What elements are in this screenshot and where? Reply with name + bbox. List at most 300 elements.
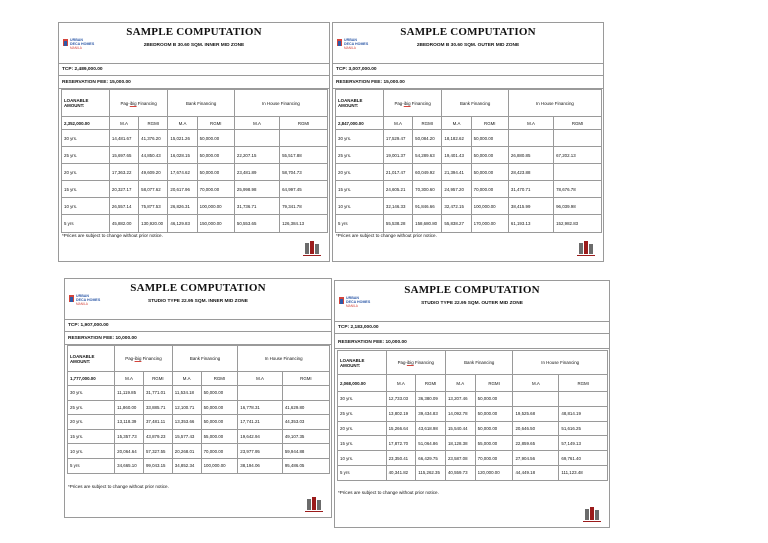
ma-value-cell: 15,697.65 bbox=[109, 147, 138, 164]
rgmi-value-cell bbox=[280, 130, 328, 147]
table-subheader-row bbox=[336, 117, 602, 130]
term-cell: 5 yrs bbox=[338, 465, 387, 480]
rgmi-value-cell: 41,629.80 bbox=[282, 400, 329, 415]
term-cell: 10 yrs. bbox=[62, 198, 110, 215]
rgmi-value-cell: 60,049.92 bbox=[413, 164, 442, 181]
tcp-line: TCP: 3,007,000.00 bbox=[333, 63, 603, 76]
ma-value-cell: 19,642.94 bbox=[238, 429, 283, 444]
rgmi-value-cell: 57,327.55 bbox=[143, 444, 172, 459]
table-row bbox=[338, 465, 608, 480]
rgmi-value-cell: 70,000.00 bbox=[197, 181, 234, 198]
seal-bar-icon bbox=[583, 521, 601, 522]
pagibig-financing-header: Pag-ibig Financing bbox=[386, 351, 445, 375]
rgmi-value-cell: 51,064.86 bbox=[416, 436, 446, 451]
logo-subtext: MANILA bbox=[346, 304, 358, 308]
ma-value-cell: 17,741.21 bbox=[238, 415, 283, 430]
table-row bbox=[62, 215, 328, 232]
rgmi-value-cell: 130,920.00 bbox=[139, 215, 168, 232]
rgmi-column-header: RGMI bbox=[139, 117, 168, 130]
ma-value-cell: 32,146.33 bbox=[383, 198, 412, 215]
tcp-line: TCP: 1,907,000.00 bbox=[65, 319, 331, 332]
rgmi-value-cell bbox=[559, 392, 608, 407]
rgmi-value-cell: 150,000.00 bbox=[197, 215, 234, 232]
loanable-amount-label: LOANABLE AMOUNT: bbox=[68, 346, 115, 372]
ma-value-cell: 40,341.82 bbox=[386, 465, 416, 480]
price-disclaimer-note: *Prices are subject to change without prior notice. bbox=[68, 484, 169, 489]
seal-bar-icon bbox=[307, 499, 311, 510]
table-row bbox=[68, 429, 330, 444]
ma-value-cell: 13,353.66 bbox=[172, 415, 201, 430]
rgmi-value-cell: 70,000.00 bbox=[475, 451, 513, 466]
rgmi-value-cell: 41,376.20 bbox=[139, 130, 168, 147]
ma-value-cell: 21,017.47 bbox=[383, 164, 412, 181]
rgmi-value-cell: 31,771.01 bbox=[143, 386, 172, 401]
ma-column-header: M.A bbox=[442, 117, 471, 130]
seal-bar-icon bbox=[312, 497, 316, 510]
computation-sheet bbox=[64, 278, 332, 518]
pagibig-financing-header: Pag-ibig Financing bbox=[109, 90, 168, 117]
financing-table bbox=[67, 345, 330, 474]
rgmi-value-cell: 170,000.00 bbox=[471, 215, 508, 232]
term-cell: 25 yrs. bbox=[338, 406, 387, 421]
rgmi-value-cell: 54,289.63 bbox=[413, 147, 442, 164]
ma-value-cell: 21,394.41 bbox=[442, 164, 471, 181]
table-row bbox=[336, 198, 602, 215]
ma-value-cell: 16,028.15 bbox=[168, 147, 197, 164]
table-header-row bbox=[62, 90, 328, 117]
rgmi-value-cell: 115,262.35 bbox=[416, 465, 446, 480]
table-row bbox=[338, 436, 608, 451]
ma-value-cell bbox=[238, 386, 283, 401]
ma-value-cell: 12,100.71 bbox=[172, 400, 201, 415]
ma-value-cell: 19,401.43 bbox=[442, 147, 471, 164]
seal-bar-icon bbox=[305, 243, 309, 254]
seal-bar-icon bbox=[305, 511, 323, 512]
ma-value-cell bbox=[234, 130, 279, 147]
ma-value-cell: 15,577.43 bbox=[172, 429, 201, 444]
sheet-header bbox=[65, 279, 331, 320]
rgmi-value-cell: 100,000.00 bbox=[197, 198, 234, 215]
price-disclaimer-note: *Prices are subject to change without prior notice. bbox=[336, 233, 437, 238]
rgmi-value-cell: 158,680.80 bbox=[413, 215, 442, 232]
ma-value-cell: 28,423.88 bbox=[508, 164, 553, 181]
rgmi-value-cell: 55,000.00 bbox=[201, 429, 238, 444]
ma-value-cell: 22,207.15 bbox=[234, 147, 279, 164]
seal-bar-icon bbox=[577, 255, 595, 256]
logo-text: URBAN DECA HOMES bbox=[344, 38, 369, 46]
company-seal-icon bbox=[577, 241, 595, 257]
term-cell: 10 yrs. bbox=[338, 451, 387, 466]
ma-value-cell: 15,540.44 bbox=[445, 421, 475, 436]
ma-value-cell: 24,605.21 bbox=[383, 181, 412, 198]
rgmi-value-cell: 55,517.88 bbox=[280, 147, 328, 164]
rgmi-value-cell: 50,000.00 bbox=[475, 406, 513, 421]
ma-value-cell: 55,838.27 bbox=[442, 215, 471, 232]
ma-value-cell: 23,350.41 bbox=[386, 451, 416, 466]
loanable-amount-value: 2,352,000.00 bbox=[62, 117, 110, 130]
ma-column-header: M.A bbox=[383, 117, 412, 130]
unit-type-subtitle: STUDIO TYPE 22.95 SQM. INNER MID ZONE bbox=[148, 299, 248, 304]
reservation-fee-line: RESERVATION FEE: 10,000.00 bbox=[335, 336, 609, 349]
rgmi-value-cell: 66,429.75 bbox=[416, 451, 446, 466]
ma-value-cell: 22,859.65 bbox=[513, 436, 559, 451]
rgmi-value-cell: 95,486.05 bbox=[282, 458, 329, 473]
table-row bbox=[62, 130, 328, 147]
rgmi-value-cell: 57,149.13 bbox=[559, 436, 608, 451]
ma-value-cell: 20,617.96 bbox=[168, 181, 197, 198]
logo-subtext: MANILA bbox=[70, 46, 82, 50]
rgmi-value-cell: 50,084.20 bbox=[413, 130, 442, 147]
term-cell: 30 yrs. bbox=[336, 130, 384, 147]
ma-value-cell: 11,534.18 bbox=[172, 386, 201, 401]
rgmi-column-header: RGMI bbox=[280, 117, 328, 130]
term-cell: 30 yrs. bbox=[338, 392, 387, 407]
ma-column-header: M.A bbox=[234, 117, 279, 130]
table-row bbox=[336, 130, 602, 147]
ma-value-cell: 14,481.67 bbox=[109, 130, 138, 147]
rgmi-value-cell: 69,761.40 bbox=[559, 451, 608, 466]
company-seal-icon bbox=[583, 507, 601, 523]
rgmi-value-cell: 70,000.00 bbox=[201, 444, 238, 459]
rgmi-value-cell: 50,000.00 bbox=[471, 130, 508, 147]
rgmi-column-header: RGMI bbox=[201, 372, 238, 386]
table-row bbox=[338, 451, 608, 466]
table-row bbox=[62, 198, 328, 215]
term-cell: 15 yrs. bbox=[62, 181, 110, 198]
rgmi-value-cell bbox=[282, 386, 329, 401]
rgmi-value-cell: 58,077.62 bbox=[139, 181, 168, 198]
table-row bbox=[62, 164, 328, 181]
ma-value-cell: 26,557.14 bbox=[109, 198, 138, 215]
ma-value-cell: 45,882.00 bbox=[109, 215, 138, 232]
ma-value-cell: 27,904.56 bbox=[513, 451, 559, 466]
ma-value-cell: 15,266.64 bbox=[386, 421, 416, 436]
loanable-amount-label: LOANABLE AMOUNT: bbox=[62, 90, 110, 117]
rgmi-value-cell bbox=[554, 164, 602, 181]
loanable-amount-label: LOANABLE AMOUNT: bbox=[336, 90, 384, 117]
ma-value-cell: 31,470.71 bbox=[508, 181, 553, 198]
rgmi-value-cell: 99,043.15 bbox=[143, 458, 172, 473]
logo-text: URBAN DECA HOMES bbox=[70, 38, 95, 46]
loanable-amount-value: 2,068,000.00 bbox=[338, 375, 387, 392]
ma-value-cell: 34,665.10 bbox=[115, 458, 144, 473]
ma-value-cell: 38,415.99 bbox=[508, 198, 553, 215]
table-subheader-row bbox=[338, 375, 608, 392]
table-row bbox=[338, 421, 608, 436]
rgmi-value-cell: 36,380.09 bbox=[416, 392, 446, 407]
table-row bbox=[62, 147, 328, 164]
ma-column-header: M.A bbox=[513, 375, 559, 392]
rgmi-value-cell: 43,618.98 bbox=[416, 421, 446, 436]
seal-bar-icon bbox=[315, 244, 319, 254]
rgmi-value-cell: 50,000.00 bbox=[197, 130, 234, 147]
company-seal-icon bbox=[303, 241, 321, 257]
table-header-row bbox=[336, 90, 602, 117]
ma-value-cell: 38,194.06 bbox=[238, 458, 283, 473]
seal-bar-icon bbox=[590, 507, 594, 520]
computation-sheet bbox=[58, 22, 330, 262]
ma-value-cell: 13,802.19 bbox=[386, 406, 416, 421]
price-disclaimer-note: *Prices are subject to change without prior notice. bbox=[62, 233, 163, 238]
rgmi-value-cell: 51,616.25 bbox=[559, 421, 608, 436]
ma-value-cell: 46,129.83 bbox=[168, 215, 197, 232]
table-header-row bbox=[68, 346, 330, 372]
sheet-header bbox=[335, 281, 609, 322]
ma-value-cell: 61,193.13 bbox=[508, 215, 553, 232]
sheet-header bbox=[333, 23, 603, 64]
rgmi-value-cell: 50,000.00 bbox=[475, 392, 513, 407]
ma-value-cell: 20,064.64 bbox=[115, 444, 144, 459]
price-disclaimer-note: *Prices are subject to change without prior notice. bbox=[338, 490, 439, 495]
ma-column-header: M.A bbox=[115, 372, 144, 386]
table-row bbox=[338, 406, 608, 421]
table-row bbox=[336, 147, 602, 164]
rgmi-column-header: RGMI bbox=[475, 375, 513, 392]
table-row bbox=[336, 181, 602, 198]
ma-value-cell: 16,778.31 bbox=[238, 400, 283, 415]
sheet-title: SAMPLE COMPUTATION bbox=[404, 284, 540, 296]
seal-bar-icon bbox=[584, 241, 588, 254]
ma-value-cell: 19,525.68 bbox=[513, 406, 559, 421]
rgmi-value-cell bbox=[554, 130, 602, 147]
term-cell: 20 yrs. bbox=[62, 164, 110, 181]
rgmi-value-cell: 37,481.11 bbox=[143, 415, 172, 430]
ma-value-cell: 23,587.08 bbox=[445, 451, 475, 466]
ma-value-cell: 17,529.47 bbox=[383, 130, 412, 147]
term-cell: 5 yrs bbox=[336, 215, 384, 232]
ma-value-cell bbox=[508, 130, 553, 147]
rgmi-value-cell: 126,384.13 bbox=[280, 215, 328, 232]
unit-type-subtitle: 2BEDROOM B 30.60 SQM. OUTER MID ZONE bbox=[416, 43, 520, 48]
ma-value-cell: 11,860.00 bbox=[115, 400, 144, 415]
rgmi-column-header: RGMI bbox=[143, 372, 172, 386]
ma-value-cell bbox=[513, 392, 559, 407]
computation-sheet bbox=[334, 280, 610, 528]
seal-bar-icon bbox=[585, 509, 589, 520]
ma-value-cell: 13,118.39 bbox=[115, 415, 144, 430]
rgmi-value-cell: 100,000.00 bbox=[471, 198, 508, 215]
ma-value-cell: 24,957.20 bbox=[442, 181, 471, 198]
term-cell: 30 yrs. bbox=[68, 386, 115, 401]
bank-financing-header: Bank Financing bbox=[442, 90, 509, 117]
term-cell: 30 yrs. bbox=[62, 130, 110, 147]
term-cell: 10 yrs. bbox=[336, 198, 384, 215]
sheet-title: SAMPLE COMPUTATION bbox=[130, 282, 266, 294]
term-cell: 25 yrs. bbox=[68, 400, 115, 415]
rgmi-value-cell: 70,300.60 bbox=[413, 181, 442, 198]
rgmi-column-header: RGMI bbox=[554, 117, 602, 130]
rgmi-value-cell: 79,341.78 bbox=[280, 198, 328, 215]
ma-value-cell: 31,736.71 bbox=[234, 198, 279, 215]
seal-bar-icon bbox=[310, 241, 314, 254]
loanable-amount-value: 1,777,000.00 bbox=[68, 372, 115, 386]
pagibig-financing-header: Pag-ibig Financing bbox=[115, 346, 173, 372]
seal-bar-icon bbox=[303, 255, 321, 256]
in-house-financing-header: In House Financing bbox=[508, 90, 601, 117]
seal-bar-icon bbox=[579, 243, 583, 254]
loanable-amount-label: LOANABLE AMOUNT: bbox=[338, 351, 387, 375]
rgmi-value-cell: 75,877.53 bbox=[139, 198, 168, 215]
term-cell: 5 yrs bbox=[62, 215, 110, 232]
reservation-fee-line: RESERVATION FEE: 15,000.00 bbox=[333, 76, 603, 89]
reservation-fee-line: RESERVATION FEE: 10,000.00 bbox=[65, 332, 331, 345]
rgmi-value-cell: 70,000.00 bbox=[471, 181, 508, 198]
rgmi-value-cell: 44,850.43 bbox=[139, 147, 168, 164]
rgmi-value-cell: 50,000.00 bbox=[197, 147, 234, 164]
term-cell: 15 yrs. bbox=[68, 429, 115, 444]
rgmi-value-cell: 50,000.00 bbox=[471, 164, 508, 181]
tcp-line: TCP: 2,489,000.00 bbox=[59, 63, 329, 76]
tcp-line: TCP: 2,183,000.00 bbox=[335, 321, 609, 334]
unit-type-subtitle: 2BEDROOM B 30.60 SQM. INNER MID ZONE bbox=[143, 43, 245, 48]
ma-value-cell: 12,733.03 bbox=[386, 392, 416, 407]
logo-subtext: MANILA bbox=[344, 46, 356, 50]
rgmi-value-cell: 50,000.00 bbox=[197, 164, 234, 181]
ma-value-cell: 23,481.89 bbox=[234, 164, 279, 181]
ma-value-cell: 19,001.37 bbox=[383, 147, 412, 164]
ma-value-cell: 18,128.38 bbox=[445, 436, 475, 451]
ma-column-header: M.A bbox=[508, 117, 553, 130]
ma-column-header: M.A bbox=[238, 372, 283, 386]
ma-value-cell: 50,553.65 bbox=[234, 215, 279, 232]
rgmi-value-cell: 49,107.35 bbox=[282, 429, 329, 444]
ma-value-cell: 40,559.73 bbox=[445, 465, 475, 480]
ma-value-cell: 44,449.18 bbox=[513, 465, 559, 480]
ma-column-header: M.A bbox=[168, 117, 197, 130]
rgmi-value-cell: 120,000.00 bbox=[475, 465, 513, 480]
in-house-financing-header: In House Financing bbox=[234, 90, 327, 117]
ma-column-header: M.A bbox=[109, 117, 138, 130]
sheet-title: SAMPLE COMPUTATION bbox=[126, 26, 262, 38]
rgmi-column-header: RGMI bbox=[282, 372, 329, 386]
table-row bbox=[338, 392, 608, 407]
ma-value-cell: 17,363.22 bbox=[109, 164, 138, 181]
seal-bar-icon bbox=[595, 510, 599, 520]
ma-value-cell: 17,674.62 bbox=[168, 164, 197, 181]
computation-sheet bbox=[332, 22, 604, 262]
table-row bbox=[68, 400, 330, 415]
rgmi-value-cell: 48,814.19 bbox=[559, 406, 608, 421]
logo-text: URBAN DECA HOMES bbox=[346, 296, 371, 304]
table-row bbox=[68, 386, 330, 401]
rgmi-value-cell: 50,000.00 bbox=[201, 400, 238, 415]
rgmi-column-header: RGMI bbox=[413, 117, 442, 130]
rgmi-value-cell: 67,202.13 bbox=[554, 147, 602, 164]
term-cell: 20 yrs. bbox=[338, 421, 387, 436]
rgmi-value-cell: 44,353.03 bbox=[282, 415, 329, 430]
unit-type-subtitle: STUDIO TYPE 22.95 SQM. OUTER MID ZONE bbox=[421, 301, 523, 306]
seal-bar-icon bbox=[317, 500, 321, 510]
term-cell: 20 yrs. bbox=[336, 164, 384, 181]
ma-value-cell: 15,357.73 bbox=[115, 429, 144, 444]
ma-value-cell: 23,977.95 bbox=[238, 444, 283, 459]
ma-value-cell: 20,327.17 bbox=[109, 181, 138, 198]
term-cell: 10 yrs. bbox=[68, 444, 115, 459]
rgmi-value-cell: 43,879.23 bbox=[143, 429, 172, 444]
table-subheader-row bbox=[62, 117, 328, 130]
financing-table bbox=[61, 89, 328, 233]
table-row bbox=[68, 458, 330, 473]
rgmi-value-cell: 50,000.00 bbox=[471, 147, 508, 164]
table-row bbox=[62, 181, 328, 198]
financing-table bbox=[335, 89, 602, 233]
term-cell: 15 yrs. bbox=[336, 181, 384, 198]
rgmi-value-cell: 152,982.83 bbox=[554, 215, 602, 232]
rgmi-value-cell: 96,039.98 bbox=[554, 198, 602, 215]
term-cell: 20 yrs. bbox=[68, 415, 115, 430]
table-row bbox=[336, 215, 602, 232]
in-house-financing-header: In House Financing bbox=[238, 346, 330, 372]
rgmi-value-cell: 33,885.71 bbox=[143, 400, 172, 415]
rgmi-value-cell: 39,434.83 bbox=[416, 406, 446, 421]
rgmi-value-cell: 59,944.88 bbox=[282, 444, 329, 459]
table-row bbox=[68, 415, 330, 430]
rgmi-value-cell: 58,704.73 bbox=[280, 164, 328, 181]
reservation-fee-line: RESERVATION FEE: 15,000.00 bbox=[59, 76, 329, 89]
sheet-title: SAMPLE COMPUTATION bbox=[400, 26, 536, 38]
table-row bbox=[336, 164, 602, 181]
loanable-amount-value: 2,847,000.00 bbox=[336, 117, 384, 130]
bank-financing-header: Bank Financing bbox=[445, 351, 513, 375]
ma-value-cell: 32,472.15 bbox=[442, 198, 471, 215]
ma-value-cell: 13,207.46 bbox=[445, 392, 475, 407]
rgmi-value-cell: 64,997.45 bbox=[280, 181, 328, 198]
in-house-financing-header: In House Financing bbox=[513, 351, 607, 375]
rgmi-column-header: RGMI bbox=[559, 375, 608, 392]
ma-value-cell: 20,268.01 bbox=[172, 444, 201, 459]
ma-value-cell: 20,646.50 bbox=[513, 421, 559, 436]
financing-table bbox=[337, 350, 608, 481]
bank-financing-header: Bank Financing bbox=[168, 90, 235, 117]
rgmi-value-cell: 78,676.78 bbox=[554, 181, 602, 198]
ma-value-cell: 26,826.31 bbox=[168, 198, 197, 215]
rgmi-value-cell: 91,846.66 bbox=[413, 198, 442, 215]
ma-value-cell: 26,880.85 bbox=[508, 147, 553, 164]
sheet-header bbox=[59, 23, 329, 64]
ma-value-cell: 17,872.70 bbox=[386, 436, 416, 451]
term-cell: 25 yrs. bbox=[336, 147, 384, 164]
ma-value-cell: 34,852.34 bbox=[172, 458, 201, 473]
rgmi-value-cell: 50,000.00 bbox=[475, 421, 513, 436]
rgmi-value-cell: 49,609.20 bbox=[139, 164, 168, 181]
rgmi-column-header: RGMI bbox=[416, 375, 446, 392]
term-cell: 25 yrs. bbox=[62, 147, 110, 164]
rgmi-value-cell: 50,000.00 bbox=[201, 415, 238, 430]
ma-value-cell: 15,021.26 bbox=[168, 130, 197, 147]
logo-subtext: MANILA bbox=[76, 302, 88, 306]
table-row bbox=[68, 444, 330, 459]
ma-column-header: M.A bbox=[445, 375, 475, 392]
bank-financing-header: Bank Financing bbox=[172, 346, 238, 372]
rgmi-value-cell: 50,000.00 bbox=[201, 386, 238, 401]
ma-value-cell: 11,119.85 bbox=[115, 386, 144, 401]
rgmi-value-cell: 111,123.48 bbox=[559, 465, 608, 480]
ma-column-header: M.A bbox=[172, 372, 201, 386]
term-cell: 15 yrs. bbox=[338, 436, 387, 451]
rgmi-value-cell: 100,000.00 bbox=[201, 458, 238, 473]
table-subheader-row bbox=[68, 372, 330, 386]
table-header-row bbox=[338, 351, 608, 375]
pagibig-financing-header: Pag-ibig Financing bbox=[383, 90, 442, 117]
rgmi-value-cell: 55,000.00 bbox=[475, 436, 513, 451]
ma-value-cell: 14,092.78 bbox=[445, 406, 475, 421]
ma-column-header: M.A bbox=[386, 375, 416, 392]
ma-value-cell: 18,182.62 bbox=[442, 130, 471, 147]
rgmi-column-header: RGMI bbox=[197, 117, 234, 130]
ma-value-cell: 55,538.28 bbox=[383, 215, 412, 232]
rgmi-column-header: RGMI bbox=[471, 117, 508, 130]
company-seal-icon bbox=[305, 497, 323, 513]
